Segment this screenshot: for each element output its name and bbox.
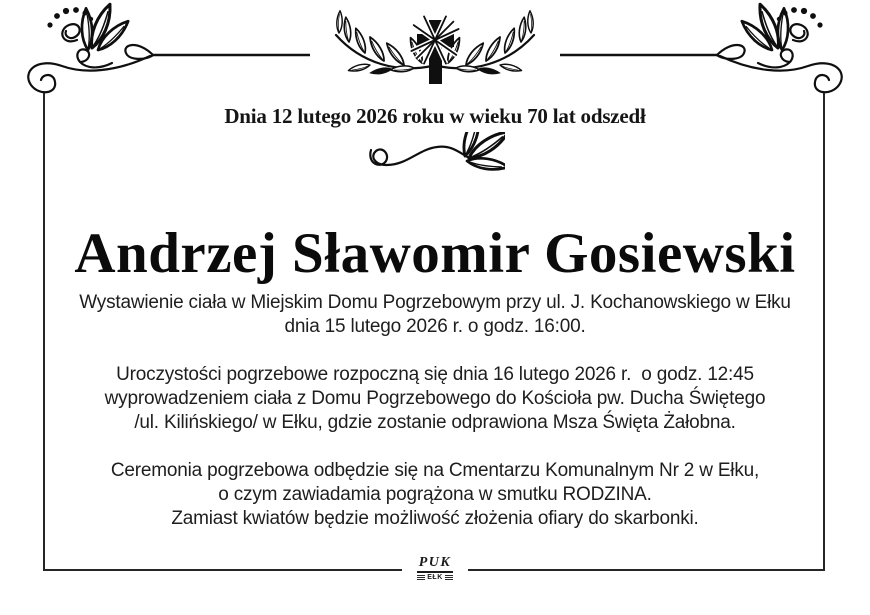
funeral-home-logo	[0, 556, 870, 581]
logo-city-name: EŁK	[427, 573, 443, 581]
funeral-paragraph	[0, 363, 870, 435]
logo-bars-icon	[445, 575, 453, 580]
deceased-name: Andrzej Sławomir Gosiewski	[74, 222, 796, 286]
leaf-swirl-divider-icon	[365, 132, 505, 178]
logo-city-row	[417, 574, 453, 581]
body-line: /ul. Kilińskiego/ w Ełku, gdzie zostanie odprawiona Msza Święta Żałobna.	[134, 412, 736, 433]
top-ornament-band	[0, 0, 870, 100]
body-line: Uroczystości pogrzebowe rozpoczną się dnia 16 lutego 2026 r. o godz. 12:45	[116, 364, 754, 385]
body-line: Ceremonia pogrzebowa odbędzie się na Cmentarzu Komunalnym Nr 2 w Ełku,	[110, 460, 760, 481]
ceremony-paragraph	[0, 459, 870, 531]
body-line: Wystawienie ciała w Miejskim Domu Pogrzebowym przy ul. J. Kochanowskiego w Ełku	[79, 292, 791, 313]
body-line: wyprowadzeniem ciała z Domu Pogrzebowego do Kościoła pw. Ducha Świętego	[104, 388, 766, 409]
floral-flourish-icon	[28, 4, 153, 92]
body-line: Zamiast kwiatów będzie możliwość złożenia ofiary do skarbonki.	[171, 508, 699, 529]
viewing-paragraph	[0, 291, 870, 339]
floral-flourish-icon-mirrored	[717, 4, 842, 92]
logo-company-name: PUK	[417, 556, 454, 573]
death-date-heading: Dnia 12 lutego 2026 roku w wieku 70 lat odszedł	[224, 104, 646, 128]
body-line: dnia 15 lutego 2026 r. o godz. 16:00.	[284, 316, 586, 337]
body-line: o czym zawiadamia pogrążona w smutku RODZINA.	[218, 484, 652, 505]
logo-bars-icon	[417, 575, 425, 580]
